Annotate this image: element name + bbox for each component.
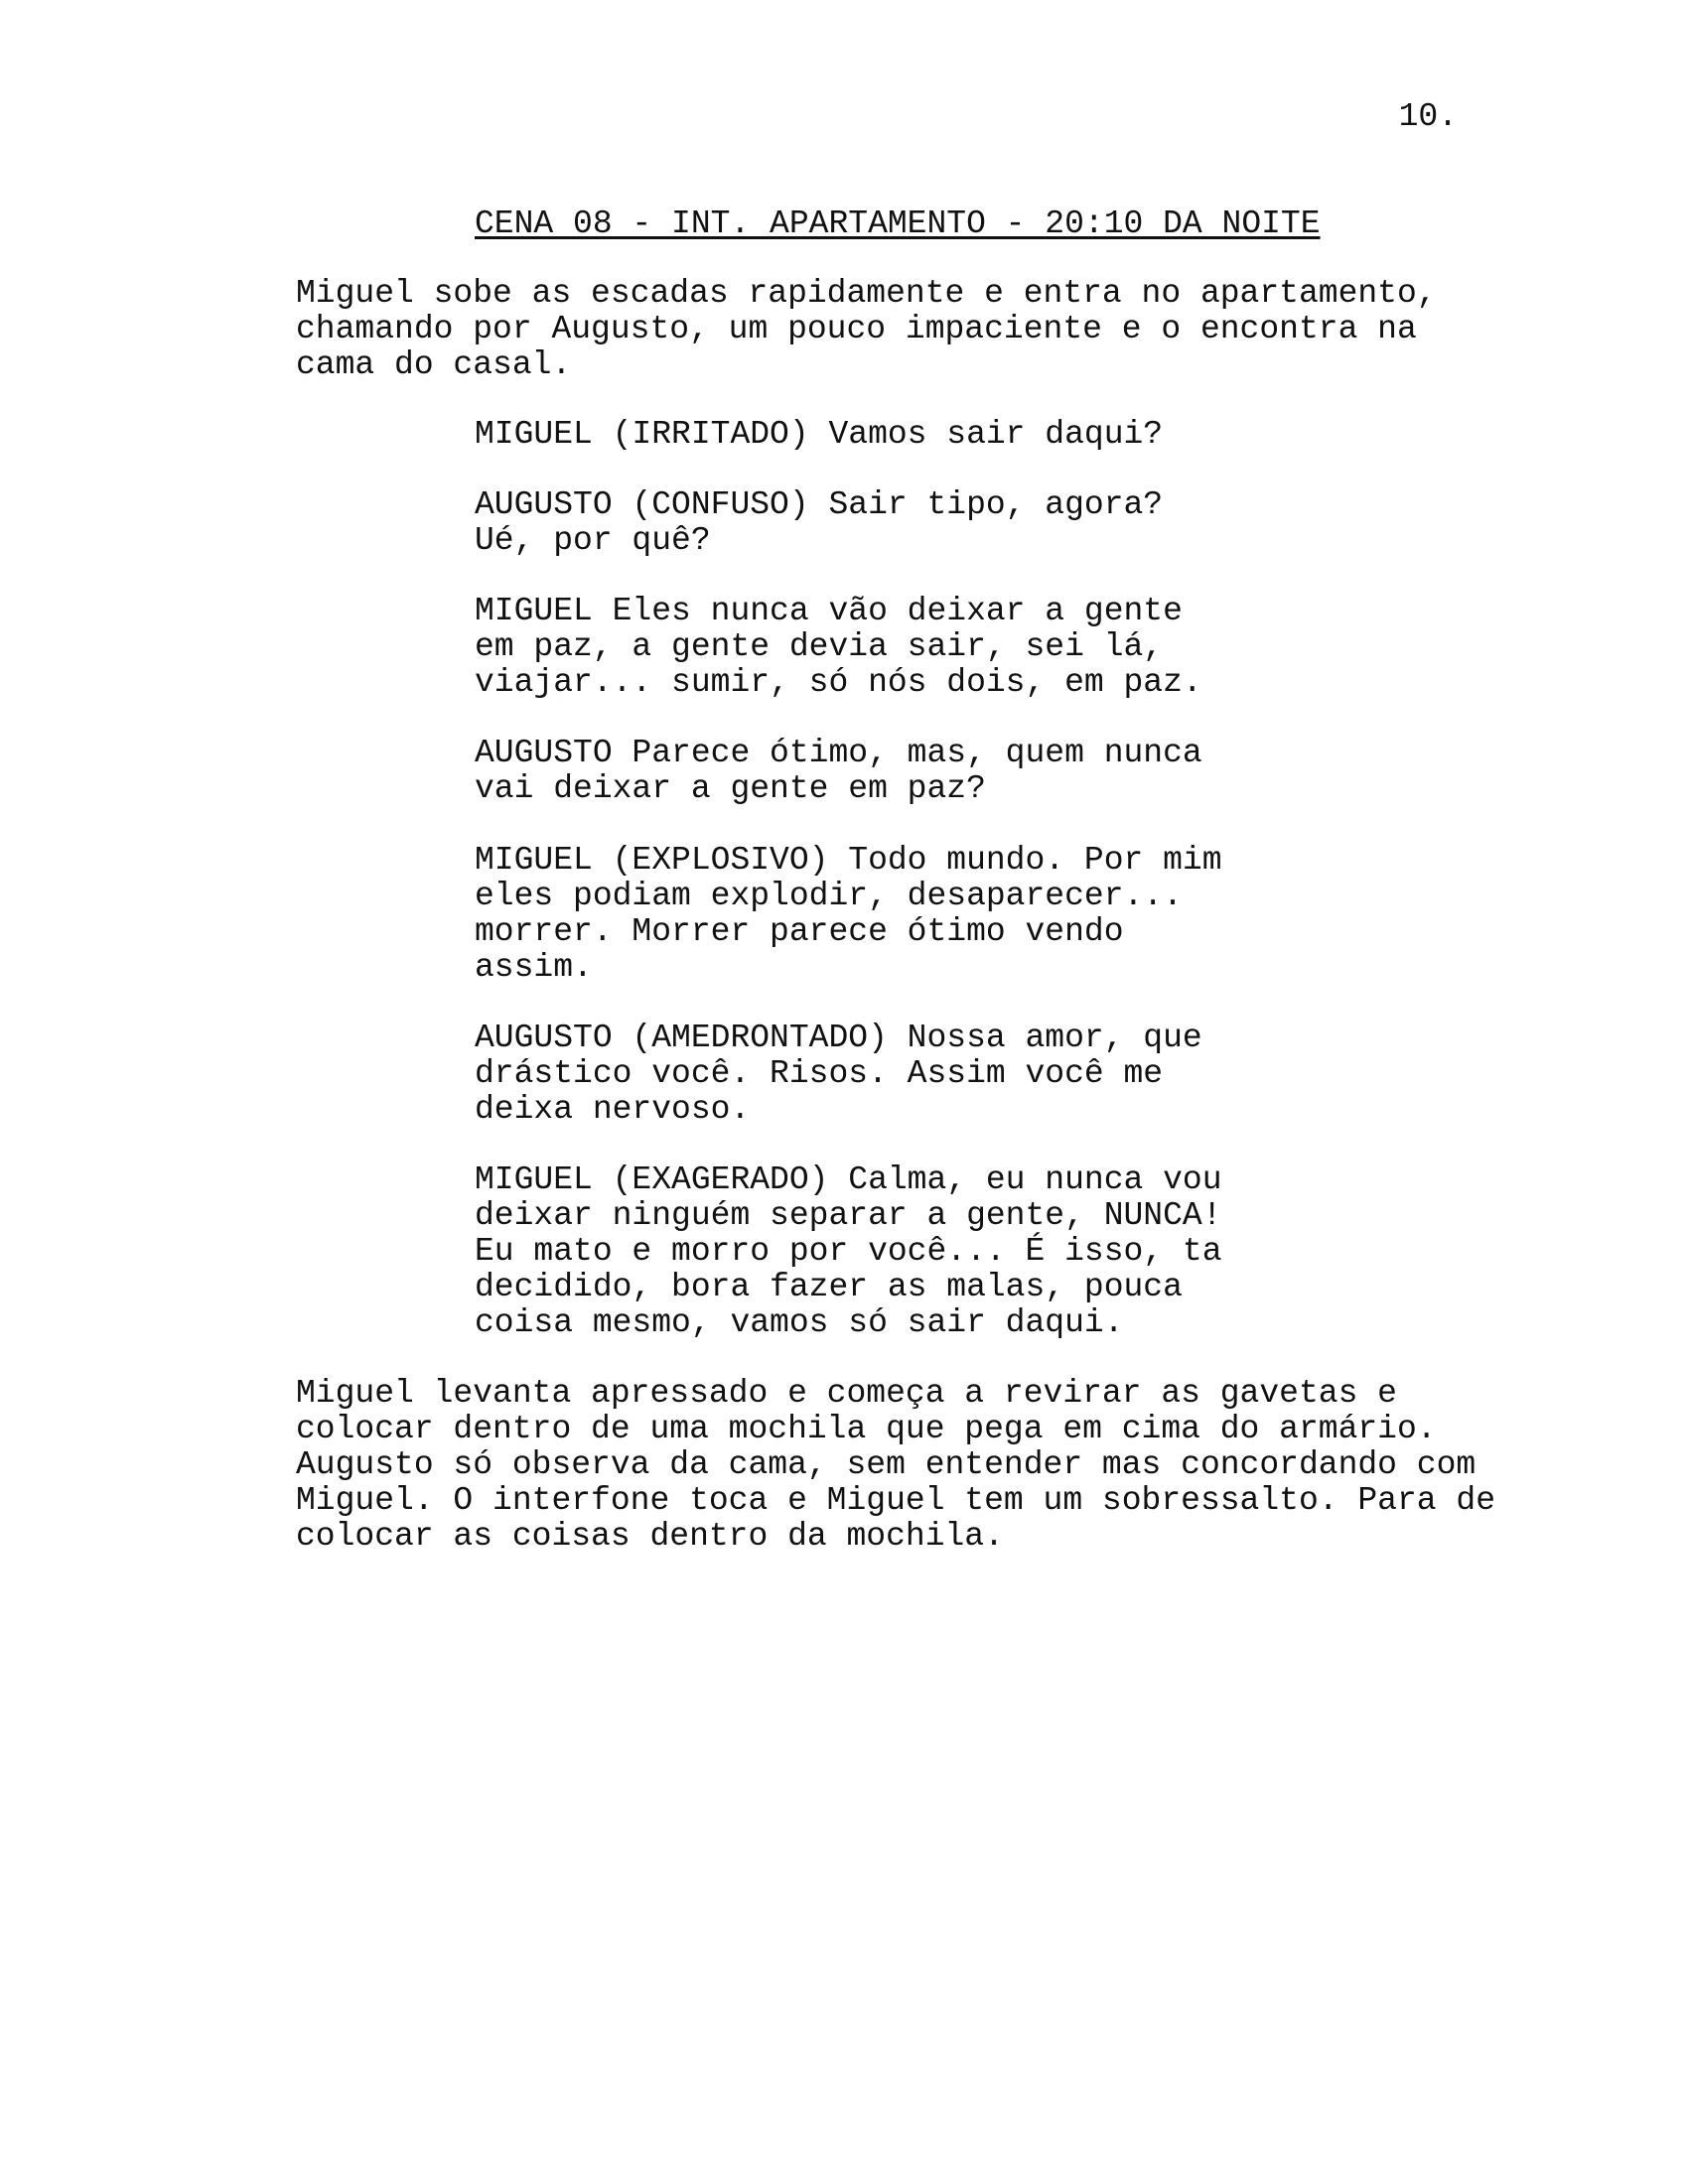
action-line: Augusto só observa da cama, sem entender mas concordando com — [296, 1446, 1477, 1483]
page-number: 10. — [1398, 98, 1458, 135]
action-line: Miguel sobe as escadas rapidamente e entra no apartamento, — [296, 275, 1437, 312]
action-line: colocar as coisas dentro da mochila. — [296, 1518, 1004, 1555]
dialogue-line: em paz, a gente devia sair, sei lá, — [475, 628, 1164, 665]
dialogue-line: MIGUEL (EXPLOSIVO) Todo mundo. Por mim — [475, 842, 1222, 879]
dialogue-miguel-4 — [475, 1162, 1269, 1341]
dialogue-line: morrer. Morrer parece ótimo vendo — [475, 913, 1124, 950]
dialogue-augusto-3 — [475, 1021, 1269, 1128]
action-line: chamando por Augusto, um pouco impaciente e o encontra na — [296, 311, 1417, 347]
scene-heading: CENA 08 - INT. APARTAMENTO - 20:10 DA NOITE — [475, 205, 1321, 242]
action-line: colocar dentro de uma mochila que pega em cima do armário. — [296, 1411, 1437, 1447]
dialogue-miguel-2 — [475, 594, 1269, 701]
dialogue-line: vai deixar a gente em paz? — [475, 770, 986, 807]
dialogue-line: MIGUEL (EXAGERADO) Calma, eu nunca vou — [475, 1161, 1222, 1198]
action-line: Miguel. O interfone toca e Miguel tem um sobressalto. Para de — [296, 1482, 1495, 1519]
action-paragraph-1 — [296, 276, 1547, 383]
dialogue-line: Ué, por quê? — [475, 522, 711, 559]
dialogue-augusto-1 — [475, 487, 1269, 559]
dialogue-line: deixar ninguém separar a gente, NUNCA! — [475, 1197, 1222, 1234]
dialogue-line: assim. — [475, 949, 593, 986]
dialogue-line: viajar... sumir, só nós dois, em paz. — [475, 664, 1202, 701]
dialogue-miguel-3 — [475, 843, 1269, 986]
action-line: cama do casal. — [296, 346, 572, 383]
action-paragraph-2 — [296, 1376, 1547, 1555]
dialogue-line: MIGUEL (IRRITADO) Vamos sair daqui? — [475, 416, 1164, 453]
dialogue-line: coisa mesmo, vamos só sair daqui. — [475, 1304, 1124, 1341]
dialogue-line: MIGUEL Eles nunca vão deixar a gente — [475, 593, 1183, 629]
dialogue-line: AUGUSTO Parece ótimo, mas, quem nunca — [475, 735, 1202, 771]
dialogue-augusto-2 — [475, 736, 1269, 807]
dialogue-line: deixa nervoso. — [475, 1091, 751, 1128]
action-line: Miguel levanta apressado e começa a revirar as gavetas e — [296, 1375, 1397, 1412]
dialogue-line: AUGUSTO (AMEDRONTADO) Nossa amor, que — [475, 1020, 1202, 1056]
dialogue-line: eles podiam explodir, desaparecer... — [475, 878, 1183, 914]
dialogue-line: drástico você. Risos. Assim você me — [475, 1055, 1164, 1092]
dialogue-line: decidido, bora fazer as malas, pouca — [475, 1269, 1183, 1305]
dialogue-miguel-1 — [475, 417, 1269, 453]
dialogue-line: Eu mato e morro por você... É isso, ta — [475, 1233, 1222, 1270]
dialogue-line: AUGUSTO (CONFUSO) Sair tipo, agora? — [475, 486, 1164, 523]
